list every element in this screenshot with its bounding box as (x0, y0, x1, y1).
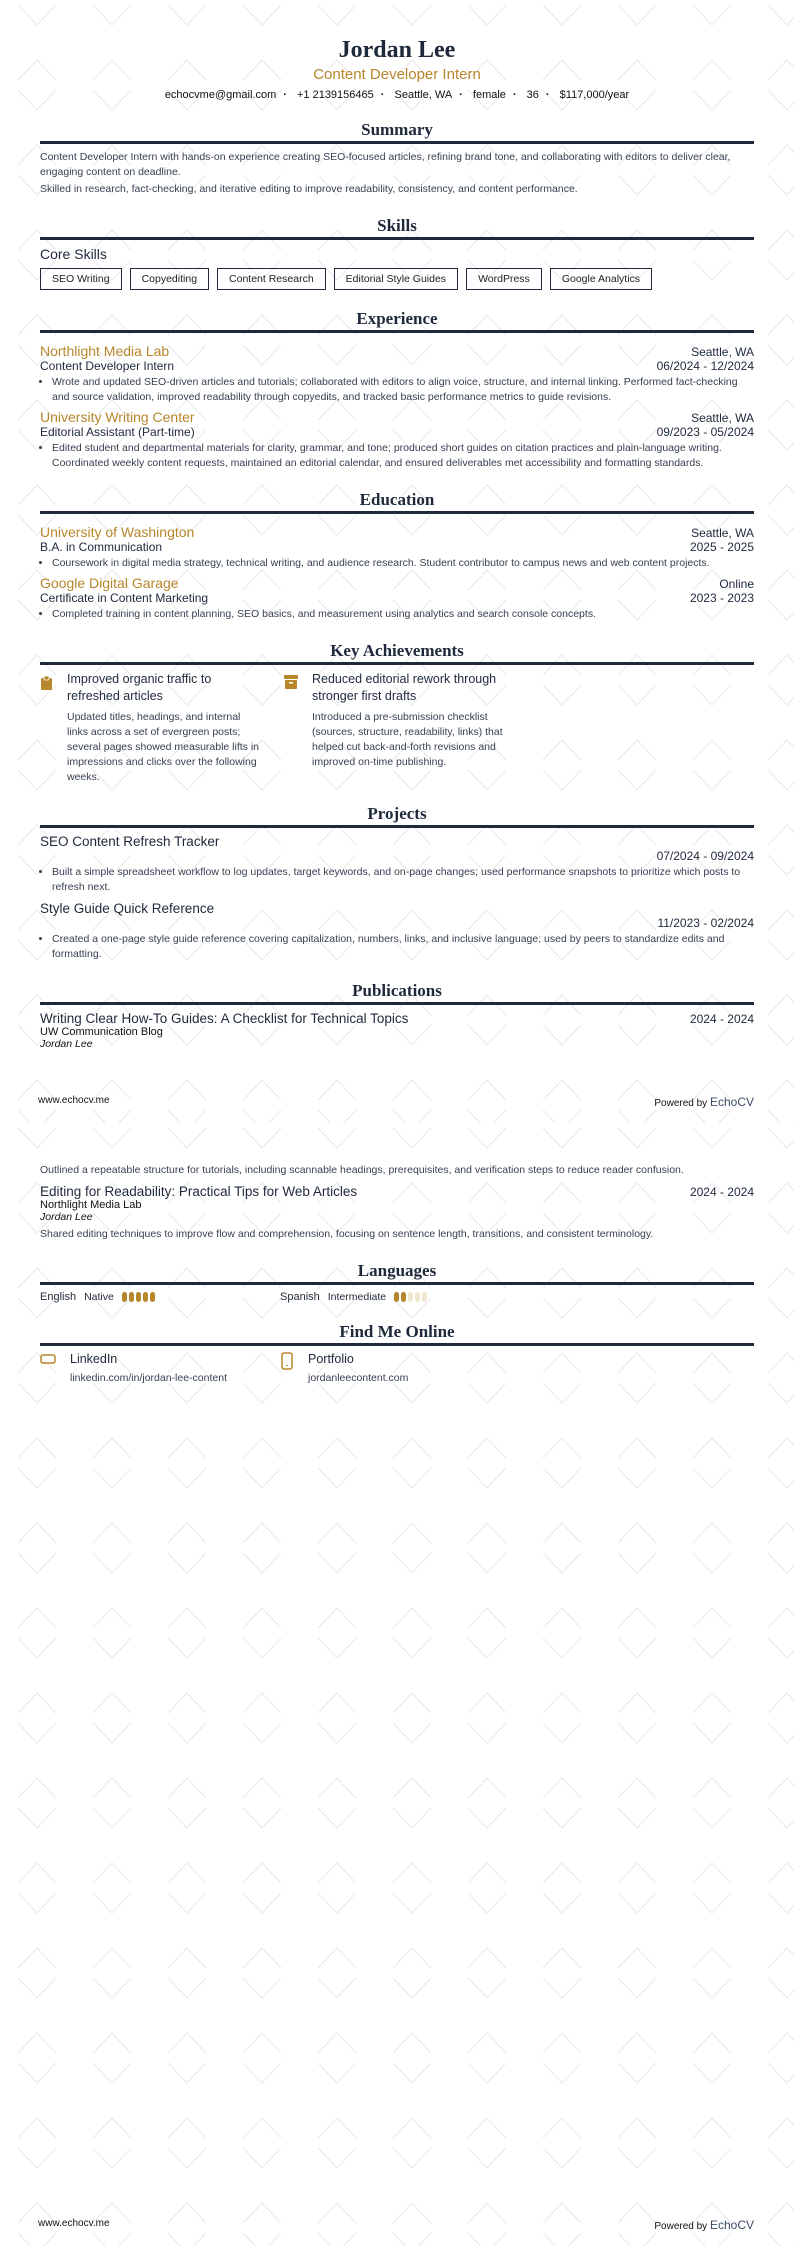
divider (40, 662, 754, 665)
clipboard-icon (40, 671, 53, 785)
online-label: Portfolio (308, 1352, 354, 1366)
bullet: • Wrote and updated SEO-driven articles and tutorials; collaborated with editors to align voice, structure, and internal linking. Performed fact-checking and source validation, improved readability through copyedits, and tracked basic performance metrics to guide revisions. (52, 375, 754, 405)
age: 36 (526, 89, 539, 101)
candidate-title: Content Developer Intern (313, 66, 481, 83)
summary-text: Content Developer Intern with hands-on experience creating SEO-focused articles, refining brand tone, and collaborating with editors to deliver clear, engaging content on deadline. (40, 151, 731, 178)
skill-chip: Google Analytics (550, 268, 652, 290)
bullet: • Completed training in content planning, SEO basics, and measurement using analytics and search console concepts. (52, 607, 754, 622)
link-icon (40, 1352, 56, 1384)
archive-icon (284, 671, 298, 785)
achievement-desc: Introduced a pre-submission checklist (sources, structure, readability, links) that helped cut back-and-forth revisions and improved on-time publishing. (312, 711, 503, 768)
role: Content Developer Intern (40, 359, 175, 373)
dates: 2025 - 2025 (689, 540, 754, 554)
language-item (280, 1291, 520, 1303)
language-level: Intermediate (327, 1291, 387, 1303)
online-item (40, 1352, 280, 1384)
divider (40, 511, 754, 514)
bullet: • Created a one-page style guide reference covering capitalization, numbers, links, and inclusive language; used by peers to standardize edits and formatting. (52, 932, 754, 962)
page-footer (38, 2218, 754, 2232)
dates: 2024 - 2024 (689, 1185, 754, 1199)
brand-logo: EchoCV (709, 2218, 754, 2232)
powered-label: Powered by (654, 1098, 708, 1109)
candidate-name: Jordan Lee (338, 37, 456, 63)
language-name: Spanish (280, 1291, 320, 1303)
level-dot-empty (408, 1292, 413, 1302)
company: University Writing Center (40, 409, 195, 425)
dates: 11/2023 - 02/2024 (657, 916, 754, 930)
gender: female (472, 89, 506, 101)
powered-label: Powered by (654, 2221, 708, 2232)
online-item (280, 1352, 520, 1384)
experience-heading: Experience (356, 309, 438, 328)
divider (40, 1343, 754, 1346)
experience-item (40, 405, 754, 471)
site-link[interactable]: www.echocv.me (38, 1095, 110, 1106)
achievements-heading: Key Achievements (330, 641, 464, 660)
skill-chip: Editorial Style Guides (334, 268, 458, 290)
publication-item (40, 1011, 754, 1050)
publication-title: Editing for Readability: Practical Tips for Web Articles (40, 1184, 358, 1199)
achievement-item (284, 671, 504, 785)
brand-logo: EchoCV (709, 1095, 754, 1109)
publication-item (40, 1184, 754, 1242)
degree: B.A. in Communication (40, 540, 163, 554)
online-label: LinkedIn (70, 1352, 118, 1366)
school: University of Washington (40, 524, 195, 540)
location: Seattle, WA (691, 411, 754, 425)
site-link[interactable]: www.echocv.me (38, 2218, 110, 2229)
level-dot-filled (394, 1292, 399, 1302)
skills-group: Core Skills (40, 246, 107, 262)
divider (40, 237, 754, 240)
location: Seattle, WA (691, 526, 754, 540)
skill-chip: WordPress (466, 268, 542, 290)
bullet: • Edited student and departmental materials for clarity, grammar, and tone; produced short guides on citation practices and plain-language writing. Coordinated weekly content requests, maintained an editorial calendar, and ensured deliverables met accessibility and formatting standards. (52, 441, 754, 471)
skill-chip: Content Research (217, 268, 326, 290)
divider (40, 1282, 754, 1285)
achievement-desc: Updated titles, headings, and internal links across a set of evergreen posts; several pages showed measurable lifts in impressions and clicks over the following weeks. (67, 711, 260, 783)
page-footer (38, 1095, 754, 1109)
salary: $117,000/year (559, 89, 630, 101)
achievement-title: Improved organic traffic to refreshed articles (67, 672, 212, 703)
location: Seattle, WA (394, 89, 453, 101)
location: Online (719, 577, 754, 591)
online-url[interactable]: linkedin.com/in/jordan-lee-content (70, 1372, 228, 1384)
skill-list (40, 268, 754, 290)
project-item (40, 901, 754, 962)
level-dot-filled (150, 1292, 155, 1302)
author: Jordan Lee (40, 1038, 93, 1050)
divider (40, 825, 754, 828)
language-name: English (40, 1291, 77, 1303)
languages-heading: Languages (357, 1261, 437, 1280)
project-name: SEO Content Refresh Tracker (40, 834, 220, 849)
divider (40, 330, 754, 333)
level-dots (122, 1292, 155, 1302)
resume-page-2 (0, 1123, 794, 2246)
project-name: Style Guide Quick Reference (40, 901, 215, 916)
email[interactable]: echocvme@gmail.com (164, 89, 277, 101)
dates: 2023 - 2023 (689, 591, 754, 605)
level-dot-filled (143, 1292, 148, 1302)
publication-title: Writing Clear How-To Guides: A Checklist for Technical Topics (40, 1011, 409, 1026)
level-dot-filled (129, 1292, 134, 1302)
dates: 06/2024 - 12/2024 (656, 359, 754, 373)
level-dots (394, 1292, 427, 1302)
location: Seattle, WA (691, 345, 754, 359)
education-item (40, 520, 754, 571)
language-item (40, 1291, 280, 1303)
bullet: • Built a simple spreadsheet workflow to log updates, target keywords, and on-page changes; used performance snapshots to prioritize which posts to refresh next. (52, 865, 754, 895)
divider (40, 141, 754, 144)
skills-heading: Skills (377, 216, 417, 235)
school: Google Digital Garage (40, 575, 179, 591)
dates: 09/2023 - 05/2024 (656, 425, 754, 439)
education-item (40, 571, 754, 622)
summary-text: Skilled in research, fact-checking, and iterative editing to improve readability, consistency, and content performance. (40, 183, 578, 195)
publisher: UW Communication Blog (40, 1026, 163, 1038)
language-level: Native (84, 1291, 114, 1303)
online-url[interactable]: jordanleecontent.com (308, 1372, 409, 1384)
phone-icon (280, 1352, 294, 1384)
projects-heading: Projects (367, 804, 427, 823)
skill-chip: Copyediting (130, 268, 209, 290)
author: Jordan Lee (40, 1211, 93, 1223)
dates: 2024 - 2024 (689, 1012, 754, 1026)
phone[interactable]: +1 2139156465 (296, 89, 374, 101)
dates: 07/2024 - 09/2024 (656, 849, 754, 863)
achievement-title: Reduced editorial rework through stronger first drafts (312, 672, 497, 703)
role: Editorial Assistant (Part-time) (40, 425, 195, 439)
publications-heading: Publications (352, 981, 442, 1000)
level-dot-filled (401, 1292, 406, 1302)
online-heading: Find Me Online (339, 1322, 455, 1341)
level-dot-filled (136, 1292, 141, 1302)
bullet: • Coursework in digital media strategy, technical writing, and audience research. Student contributor to campus news and web content projects. (52, 556, 754, 571)
publication-desc: Shared editing techniques to improve flow and comprehension, focusing on sentence length, transitions, and consistent terminology. (40, 1228, 654, 1240)
contact-line: echocvme@gmail.com · +1 2139156465 · Seattle, WA · female · 36 · $117,000/year (164, 89, 630, 101)
achievement-item (40, 671, 260, 785)
level-dot-empty (415, 1292, 420, 1302)
experience-item (40, 339, 754, 405)
company: Northlight Media Lab (40, 343, 170, 359)
level-dot-empty (422, 1292, 427, 1302)
skill-chip: SEO Writing (40, 268, 122, 290)
project-item (40, 834, 754, 895)
publication-desc: Outlined a repeatable structure for tutorials, including scannable headings, prerequisites, and verification steps to reduce reader confusion. (40, 1164, 684, 1176)
summary-heading: Summary (361, 120, 433, 139)
publisher: Northlight Media Lab (40, 1199, 142, 1211)
degree: Certificate in Content Marketing (40, 591, 209, 605)
education-heading: Education (359, 490, 435, 509)
level-dot-filled (122, 1292, 127, 1302)
divider (40, 1002, 754, 1005)
